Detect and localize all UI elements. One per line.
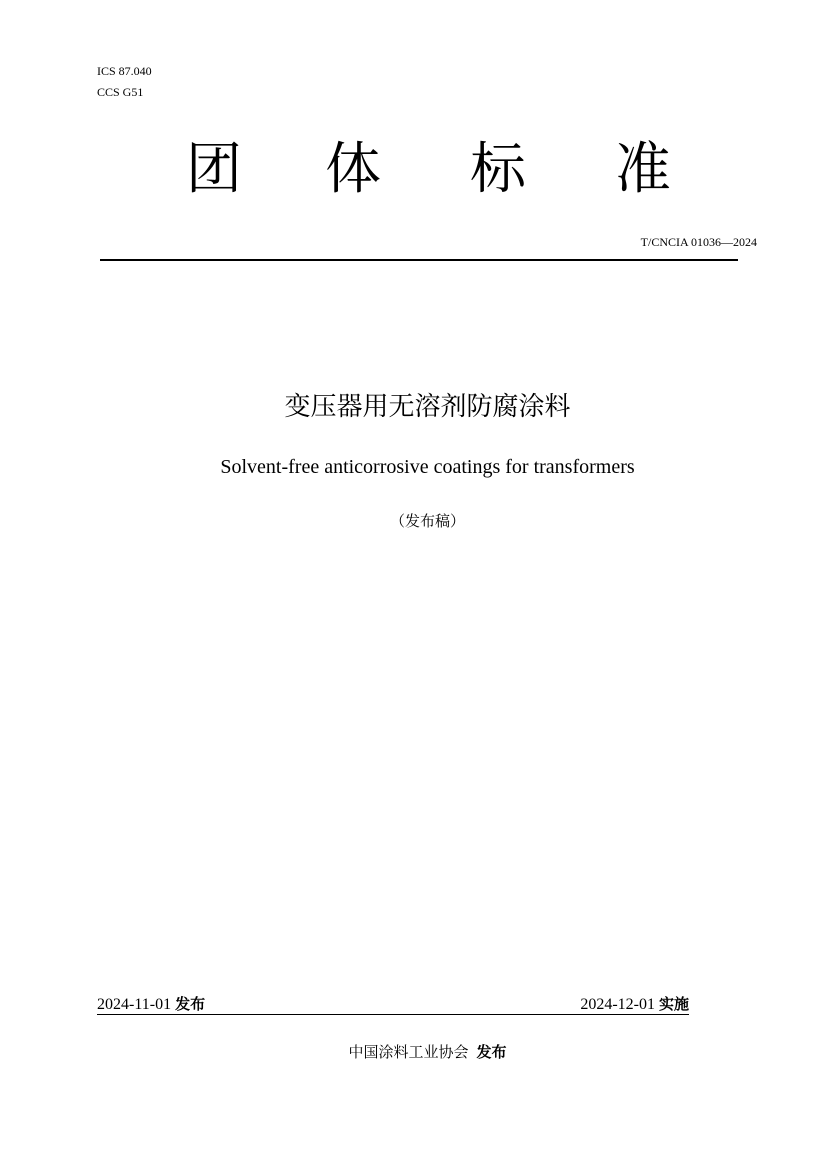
standard-type-char-2: 体	[325, 137, 381, 202]
ics-code: ICS 87.040	[97, 64, 152, 78]
issue-date: 2024-11-01	[97, 996, 172, 1013]
publisher-name: 中国涂料工业协会	[348, 1043, 469, 1061]
header-divider	[100, 259, 738, 261]
draft-status: （发布稿）	[389, 512, 465, 530]
standard-number: T/CNCIA 01036—2024	[640, 235, 757, 249]
date-divider	[97, 1014, 689, 1015]
ccs-code: CCS G51	[97, 85, 144, 99]
title-chinese: 变压器用无溶剂防腐涂料	[284, 392, 571, 422]
issue-date-line	[97, 993, 205, 1016]
standard-type-char-4: 准	[615, 137, 671, 202]
publisher-line	[0, 1041, 815, 1063]
publisher-action: 发布	[476, 1043, 507, 1061]
issue-label: 发布	[175, 995, 206, 1013]
title-english: Solvent-free anticorrosive coatings for transformers	[220, 456, 635, 478]
implementation-label: 实施	[658, 995, 689, 1013]
standard-type-char-3: 标	[470, 137, 526, 202]
implementation-date: 2024-12-01	[580, 996, 655, 1013]
implementation-date-line	[580, 993, 689, 1016]
standard-type-char-1: 团	[186, 137, 242, 202]
